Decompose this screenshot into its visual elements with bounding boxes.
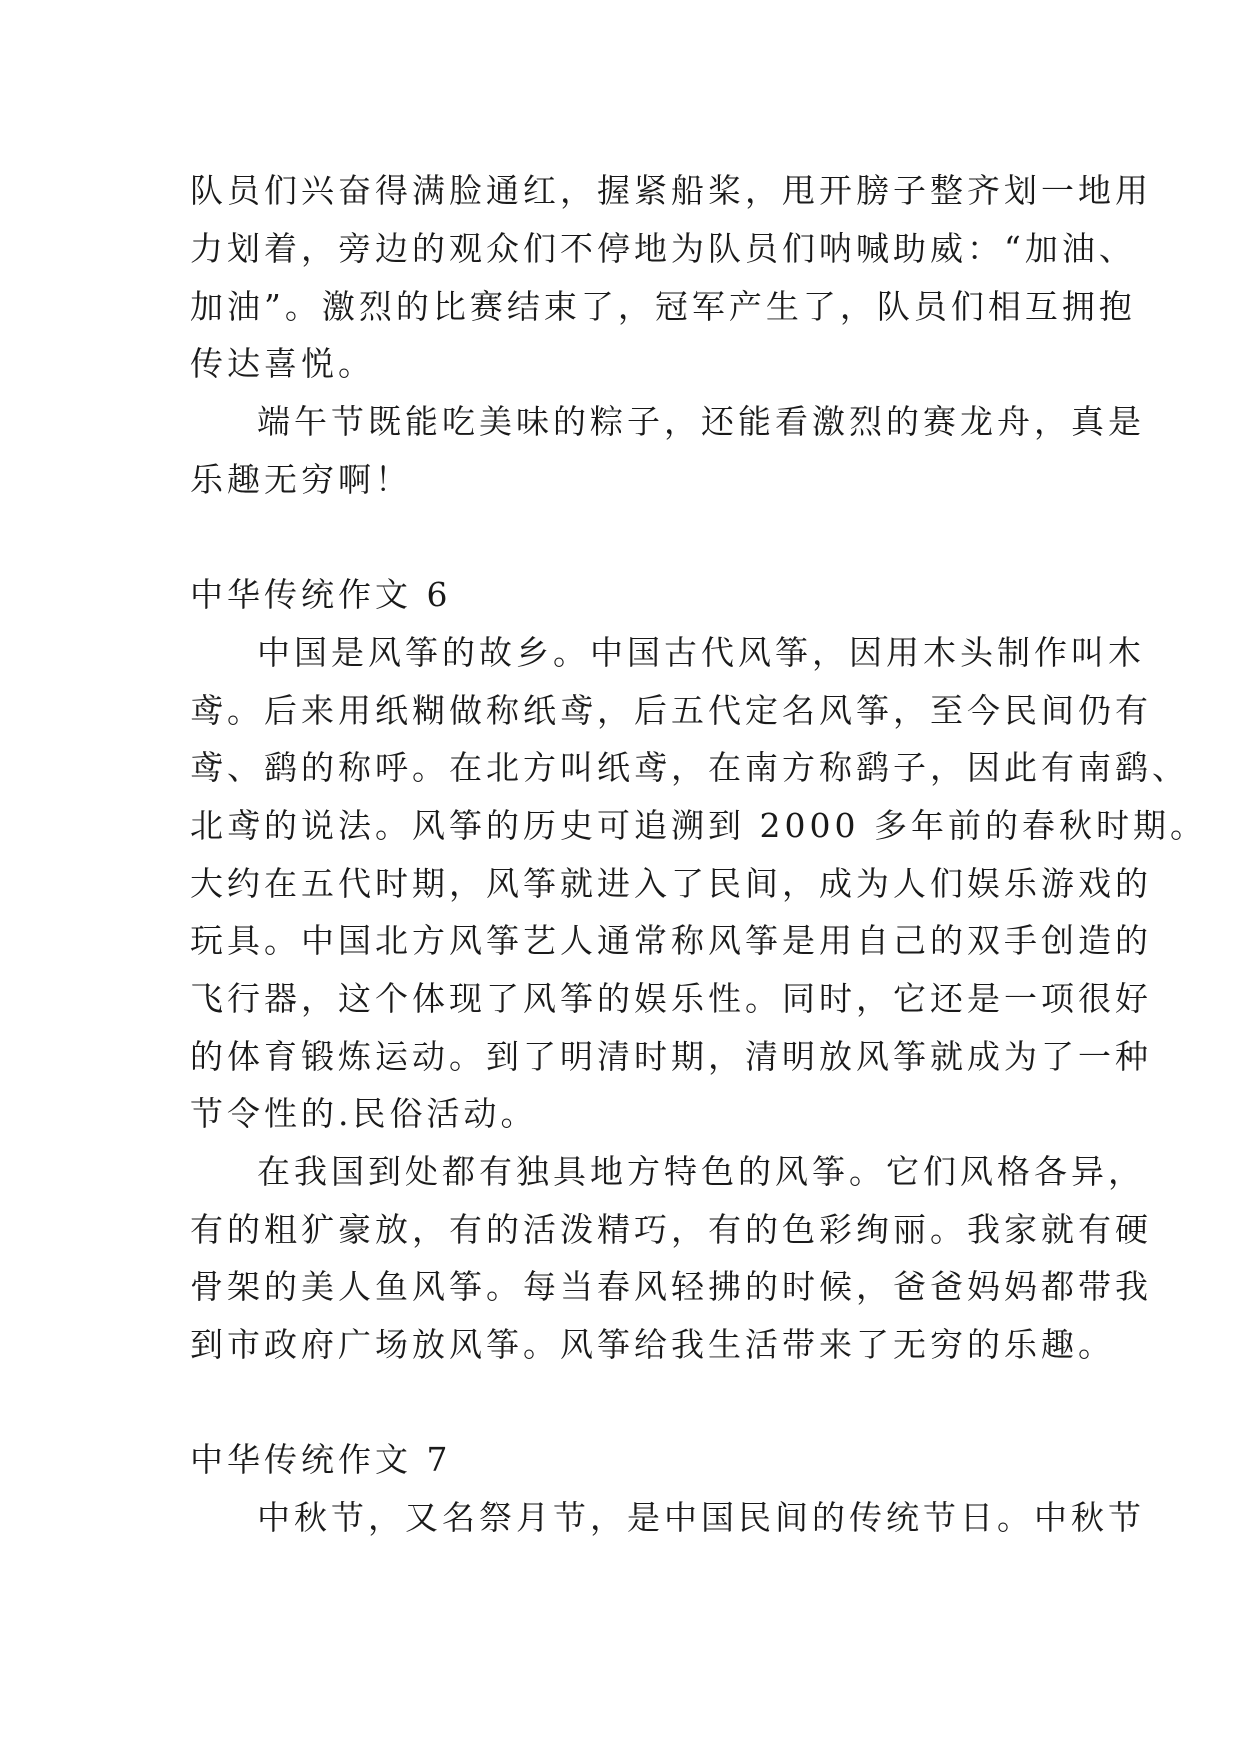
text-line: 到市政府广场放风筝。风筝给我生活带来了无穷的乐趣。 <box>190 1325 1115 1364</box>
text-line: 鸢、鹞的称呼。在北方叫纸鸢，在南方称鹞子，因此有南鹞、 <box>190 748 1189 787</box>
text-line: 飞行器，这个体现了风筝的娱乐性。同时，它还是一项很好 <box>190 979 1152 1018</box>
text-line: 的体育锻炼运动。到了明清时期，清明放风筝就成为了一种 <box>190 1037 1152 1076</box>
text-line: 乐趣无穷啊！ <box>190 460 412 499</box>
text-line: 有的粗犷豪放，有的活泼精巧，有的色彩绚丽。我家就有硬 <box>190 1210 1152 1249</box>
section-heading: 中华传统作文 6 <box>190 575 452 614</box>
paragraph-start-line: 端午节既能吃美味的粽子，还能看激烈的赛龙舟，真是 <box>257 402 1145 441</box>
text-line: 大约在五代时期，风筝就进入了民间，成为人们娱乐游戏的 <box>190 864 1152 903</box>
paragraph-start-line: 中秋节，又名祭月节，是中国民间的传统节日。中秋节 <box>257 1498 1145 1537</box>
text-line: 北鸢的说法。风筝的历史可追溯到 2000 多年前的春秋时期。 <box>190 806 1207 845</box>
text-line: 鸢。后来用纸糊做称纸鸢，后五代定名风筝，至今民间仍有 <box>190 691 1152 730</box>
section-heading: 中华传统作文 7 <box>190 1440 452 1479</box>
text-line: 力划着，旁边的观众们不停地为队员们呐喊助威：“加油、 <box>190 229 1136 268</box>
text-line: 加油”。激烈的比赛结束了，冠军产生了，队员们相互拥抱 <box>190 287 1136 326</box>
paragraph-start-line: 中国是风筝的故乡。中国古代风筝，因用木头制作叫木 <box>257 633 1145 672</box>
text-line: 传达喜悦。 <box>190 344 375 383</box>
paragraph-start-line: 在我国到处都有独具地方特色的风筝。它们风格各异， <box>257 1152 1145 1191</box>
text-line: 队员们兴奋得满脸通红，握紧船桨，甩开膀子整齐划一地用 <box>190 171 1152 210</box>
text-line: 骨架的美人鱼风筝。每当春风轻拂的时候，爸爸妈妈都带我 <box>190 1267 1152 1306</box>
text-line: 节令性的.民俗活动。 <box>190 1094 538 1133</box>
text-line: 玩具。中国北方风筝艺人通常称风筝是用自己的双手创造的 <box>190 921 1152 960</box>
